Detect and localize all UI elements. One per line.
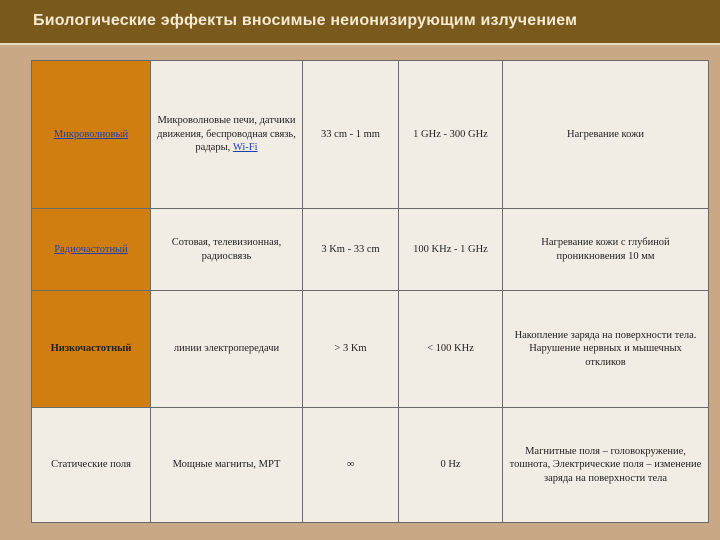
band-name-cell bbox=[32, 291, 151, 408]
band-name-cell bbox=[32, 61, 151, 209]
sources-cell: Сотовая, телевизионная, радиосвязь bbox=[151, 209, 303, 291]
sources-cell: линии электропередачи bbox=[151, 291, 303, 408]
effect-cell: Нагревание кожи bbox=[503, 61, 709, 209]
table-row bbox=[32, 209, 709, 291]
wavelength-cell: 33 cm - 1 mm bbox=[303, 61, 399, 209]
band-name-cell bbox=[32, 209, 151, 291]
band-name-cell bbox=[32, 408, 151, 523]
wavelength-cell: 3 Km - 33 cm bbox=[303, 209, 399, 291]
effect-cell: Нагревание кожи с глубиной проникновения 10 мм bbox=[503, 209, 709, 291]
sources-cell bbox=[151, 61, 303, 209]
wavelength-cell: ∞ bbox=[303, 408, 399, 523]
table-row bbox=[32, 61, 709, 209]
frequency-cell: 100 KHz - 1 GHz bbox=[399, 209, 503, 291]
table-row bbox=[32, 291, 709, 408]
effects-table bbox=[31, 60, 709, 523]
frequency-cell: < 100 KHz bbox=[399, 291, 503, 408]
sources-cell: Мощные магниты, МРТ bbox=[151, 408, 303, 523]
band-name-text: Статические поля bbox=[51, 459, 131, 471]
slide-title: Биологические эффекты вносимые неионизирующим излучением bbox=[33, 12, 578, 29]
wifi-link[interactable]: Wi-Fi bbox=[232, 142, 258, 154]
band-name-link[interactable]: Микроволновый bbox=[53, 128, 129, 140]
band-name-text: Низкочастотный bbox=[50, 343, 132, 355]
wavelength-cell: > 3 Km bbox=[303, 291, 399, 408]
effect-cell: Магнитные поля – головокружение, тошнота, Электрические поля – изменение заряда на поверхности тела bbox=[503, 408, 709, 523]
effect-cell: Накопление заряда на поверхности тела. Нарушение нервных и мышечных откликов bbox=[503, 291, 709, 408]
band-name-link[interactable]: Радиочастотный bbox=[54, 243, 128, 255]
sources-text: Микроволновые печи, датчики движения, беспроводная связь, радары, bbox=[157, 115, 296, 154]
title-bar bbox=[0, 0, 720, 45]
frequency-cell: 1 GHz - 300 GHz bbox=[399, 61, 503, 209]
frequency-cell: 0 Hz bbox=[399, 408, 503, 523]
table-row bbox=[32, 408, 709, 523]
